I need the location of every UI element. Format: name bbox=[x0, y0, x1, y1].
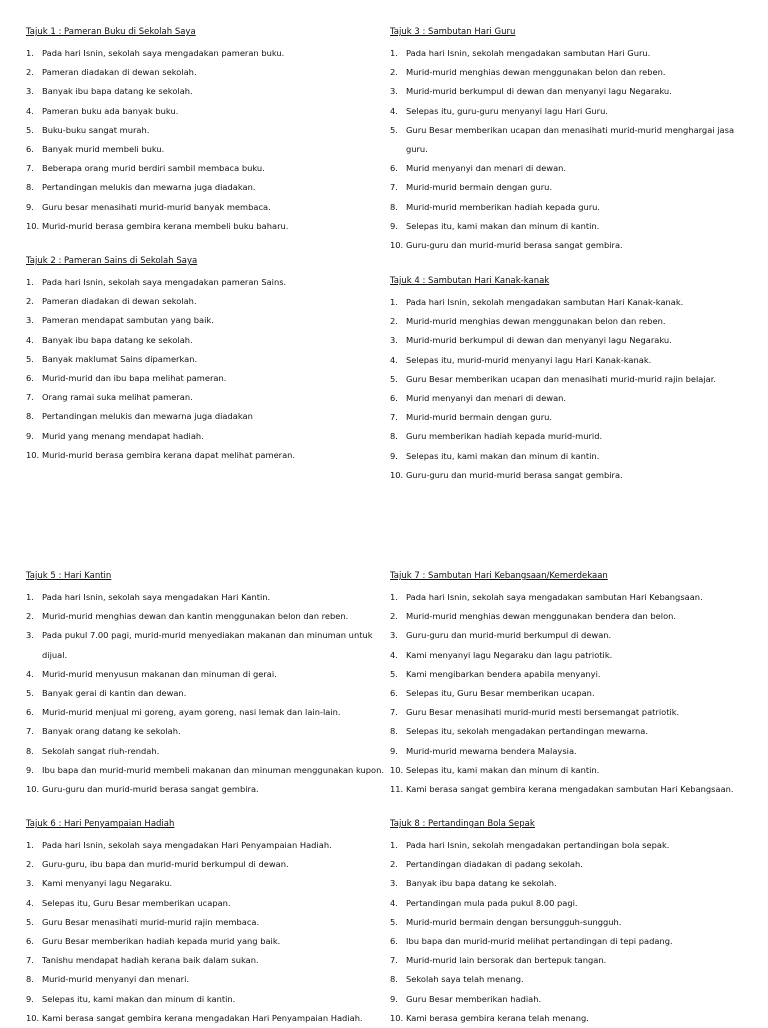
section-tajuk-5 bbox=[26, 570, 386, 799]
list-item: 7. Beberapa orang murid berdiri sambil membaca buku. bbox=[26, 163, 265, 174]
list-item: 1. Pada hari Isnin, sekolah saya mengadakan Hari Penyampaian Hadiah. bbox=[26, 840, 332, 850]
list-item: 10. Guru-guru dan murid-murid berasa sangat gembira. bbox=[390, 240, 623, 251]
sentence-list bbox=[26, 836, 386, 1028]
list-item: 2. Pameran diadakan di dewan sekolah. bbox=[26, 296, 197, 307]
list-item: 5. Guru Besar memberikan ucapan dan menasihati murid-murid menghargai jasa guru. bbox=[390, 124, 735, 155]
list-item: 2. Pertandingan diadakan di padang sekolah. bbox=[390, 859, 583, 870]
list-item: 8. Selepas itu, sekolah mengadakan pertandingan mewarna. bbox=[390, 726, 649, 737]
list-item: 9. Ibu bapa dan murid-murid membeli makanan dan minuman menggunakan kupon. bbox=[26, 764, 384, 775]
list-item: 1. Pada hari Isnin, sekolah saya mengadakan Hari Kantin. bbox=[26, 592, 271, 602]
list-item: 1. Pada hari Isnin, sekolah saya mengadakan pameran Sains. bbox=[26, 277, 287, 287]
list-item: 4. Selepas itu, murid-murid menyanyi lagu Hari Kanak-kanak. bbox=[390, 354, 652, 365]
list-item: 3. Guru-guru dan murid-murid berkumpul di dewan. bbox=[390, 630, 612, 641]
list-item: 5. Buku-buku sangat murah. bbox=[26, 124, 150, 135]
list-item: 6. Murid-murid dan ibu bapa melihat pameran. bbox=[26, 373, 227, 384]
list-item: 8. Pertandingan melukis dan mewarna juga diadakan bbox=[26, 411, 253, 422]
list-item: 4. Selepas itu, Guru Besar memberikan ucapan. bbox=[26, 897, 231, 908]
section-title: Tajuk 5 : Hari Kantin bbox=[26, 571, 112, 581]
list-item: 10. Murid-murid berasa gembira kerana membeli buku baharu. bbox=[26, 220, 289, 231]
section-title: Tajuk 7 : Sambutan Hari Kebangsaan/Kemerdekaan bbox=[390, 571, 608, 581]
list-item: 3. Pada pukul 7.00 pagi, murid-murid menyediakan makanan dan minuman untuk dijual. bbox=[26, 630, 373, 660]
list-item: 6. Selepas itu, Guru Besar memberikan ucapan. bbox=[390, 688, 595, 699]
list-item: 1. Pada hari Isnin, sekolah mengadakan sambutan Hari Kanak-kanak. bbox=[390, 297, 684, 307]
list-item: 10. Murid-murid berasa gembira kerana dapat melihat pameran. bbox=[26, 449, 296, 460]
list-item: 7. Murid-murid lain bersorak dan bertepuk tangan. bbox=[390, 955, 607, 966]
list-item: 7. Tanishu mendapat hadiah kerana baik dalam sukan. bbox=[26, 955, 259, 966]
section-tajuk-2 bbox=[26, 255, 386, 465]
section-title: Tajuk 6 : Hari Penyampaian Hadiah bbox=[26, 819, 175, 829]
list-item: 2. Murid-murid menghias dewan dan kantin menggunakan belon dan reben. bbox=[26, 611, 349, 622]
list-item: 8. Sekolah saya telah menang. bbox=[390, 974, 524, 985]
sentence-list bbox=[390, 44, 750, 255]
list-item: 10. Kami berasa gembira kerana telah menang. bbox=[390, 1012, 589, 1023]
list-item: 9. Selepas itu, kami makan dan minum di kantin. bbox=[390, 220, 600, 231]
list-item: 7. Banyak orang datang ke sekolah. bbox=[26, 726, 181, 737]
section-tajuk-4 bbox=[390, 275, 750, 485]
list-item: 6. Murid-murid menjual mi goreng, ayam goreng, nasi lemak dan lain-lain. bbox=[26, 707, 341, 718]
list-item: 4. Banyak ibu bapa datang ke sekolah. bbox=[26, 334, 193, 345]
list-item: 5. Kami mengibarkan bendera apabila menyanyi. bbox=[390, 668, 601, 679]
list-item: 10. Guru-guru dan murid-murid berasa sangat gembira. bbox=[26, 784, 259, 795]
section-title: Tajuk 3 : Sambutan Hari Guru bbox=[390, 27, 516, 37]
section-tajuk-6 bbox=[26, 818, 386, 1028]
list-item: 8. Pertandingan melukis dan mewarna juga diadakan. bbox=[26, 182, 256, 193]
section-title: Tajuk 4 : Sambutan Hari Kanak-kanak bbox=[390, 276, 550, 286]
list-item: 6. Murid menyanyi dan menari di dewan. bbox=[390, 393, 567, 404]
list-item: 4. Pameran buku ada banyak buku. bbox=[26, 105, 179, 116]
list-item: 8. Sekolah sangat riuh-rendah. bbox=[26, 745, 160, 756]
list-item: 3. Murid-murid berkumpul di dewan dan menyanyi lagu Negaraku. bbox=[390, 86, 672, 97]
sentence-list bbox=[390, 293, 750, 485]
list-item: 2. Murid-murid menghias dewan menggunakan belon dan reben. bbox=[390, 67, 666, 78]
section-title: Tajuk 8 : Pertandingan Bola Sepak bbox=[390, 819, 535, 829]
list-item: 3. Pameran mendapat sambutan yang baik. bbox=[26, 315, 214, 326]
list-item: 5. Banyak maklumat Sains dipamerkan. bbox=[26, 353, 198, 364]
sentence-list bbox=[26, 588, 386, 799]
section-title: Tajuk 1 : Pameran Buku di Sekolah Saya bbox=[26, 27, 196, 37]
section-tajuk-3 bbox=[390, 26, 750, 255]
list-item: 7. Murid-murid bermain dengan guru. bbox=[390, 182, 553, 193]
sentence-list bbox=[26, 273, 386, 465]
list-item: 8. Guru memberikan hadiah kepada murid-murid. bbox=[390, 431, 603, 442]
list-item: 10. Guru-guru dan murid-murid berasa sangat gembira. bbox=[390, 469, 623, 480]
list-item: 5. Guru Besar menasihati murid-murid rajin membaca. bbox=[26, 916, 260, 927]
list-item: 4. Kami menyanyi lagu Negaraku dan lagu patriotik. bbox=[390, 649, 613, 660]
list-item: 9. Guru Besar memberikan hadiah. bbox=[390, 993, 542, 1004]
section-title: Tajuk 2 : Pameran Sains di Sekolah Saya bbox=[26, 256, 198, 266]
list-item: 3. Banyak ibu bapa datang ke sekolah. bbox=[390, 878, 557, 889]
list-item: 1. Pada hari Isnin, sekolah saya mengadakan sambutan Hari Kebangsaan. bbox=[390, 592, 703, 602]
list-item: 2. Murid-murid menghias dewan menggunakan bendera dan belon. bbox=[390, 611, 677, 622]
list-item: 4. Murid-murid menyusun makanan dan minuman di gerai. bbox=[26, 668, 277, 679]
sentence-list bbox=[390, 836, 750, 1028]
list-item: 6. Banyak murid membeli buku. bbox=[26, 144, 165, 155]
list-item: 4. Pertandingan mula pada pukul 8.00 pagi. bbox=[390, 897, 578, 908]
list-item: 8. Murid-murid menyanyi dan menari. bbox=[26, 974, 190, 985]
list-item: 2. Murid-murid menghias dewan menggunakan belon dan reben. bbox=[390, 316, 666, 327]
sentence-list bbox=[390, 588, 750, 799]
list-item: 9. Murid-murid mewarna bendera Malaysia. bbox=[390, 745, 577, 756]
list-item: 1. Pada hari Isnin, sekolah mengadakan sambutan Hari Guru. bbox=[390, 48, 651, 58]
list-item: 9. Guru besar menasihati murid-murid banyak membaca. bbox=[26, 201, 271, 212]
list-item: 2. Guru-guru, ibu bapa dan murid-murid berkumpul di dewan. bbox=[26, 859, 289, 870]
list-item: 4. Selepas itu, guru-guru menyanyi lagu Hari Guru. bbox=[390, 105, 608, 116]
list-item: 7. Guru Besar menasihati murid-murid mesti bersemangat patriotik. bbox=[390, 707, 680, 718]
list-item: 10. Kami berasa sangat gembira kerana mengadakan Hari Penyampaian Hadiah. bbox=[26, 1012, 363, 1023]
list-item: 3. Banyak ibu bapa datang ke sekolah. bbox=[26, 86, 193, 97]
section-tajuk-7 bbox=[390, 570, 750, 799]
list-item: 5. Murid-murid bermain dengan bersungguh-sungguh. bbox=[390, 916, 622, 927]
list-item: 3. Kami menyanyi lagu Negaraku. bbox=[26, 878, 173, 889]
list-item: 5. Guru Besar memberikan ucapan dan menasihati murid-murid rajin belajar. bbox=[390, 373, 717, 384]
list-item: 5. Banyak gerai di kantin dan dewan. bbox=[26, 688, 187, 699]
list-item: 6. Guru Besar memberikan hadiah kepada murid yang baik. bbox=[26, 936, 281, 947]
list-item: 1. Pada hari Isnin, sekolah mengadakan pertandingan bola sepak. bbox=[390, 840, 670, 850]
list-item: 1. Pada hari Isnin, sekolah saya mengadakan pameran buku. bbox=[26, 48, 285, 58]
list-item: 9. Selepas itu, kami makan dan minum di kantin. bbox=[26, 993, 236, 1004]
list-item: 3. Murid-murid berkumpul di dewan dan menyanyi lagu Negaraku. bbox=[390, 335, 672, 346]
list-item: 2. Pameran diadakan di dewan sekolah. bbox=[26, 67, 197, 78]
list-item: 9. Murid yang menang mendapat hadiah. bbox=[26, 430, 204, 441]
list-item: 6. Ibu bapa dan murid-murid melihat pertandingan di tepi padang. bbox=[390, 936, 673, 947]
list-item: 7. Orang ramai suka melihat pameran. bbox=[26, 392, 193, 403]
sentence-list bbox=[26, 44, 386, 236]
section-tajuk-8 bbox=[390, 818, 750, 1028]
list-item: 6. Murid menyanyi dan menari di dewan. bbox=[390, 163, 567, 174]
list-item: 7. Murid-murid bermain dengan guru. bbox=[390, 412, 553, 423]
list-item: 9. Selepas itu, kami makan dan minum di kantin. bbox=[390, 450, 600, 461]
list-item: 10. Selepas itu, kami makan dan minum di kantin. bbox=[390, 764, 600, 775]
list-item: 11. Kami berasa sangat gembira kerana mengadakan sambutan Hari Kebangsaan. bbox=[390, 784, 734, 795]
section-tajuk-1 bbox=[26, 26, 386, 236]
list-item: 8. Murid-murid memberikan hadiah kepada guru. bbox=[390, 201, 601, 212]
